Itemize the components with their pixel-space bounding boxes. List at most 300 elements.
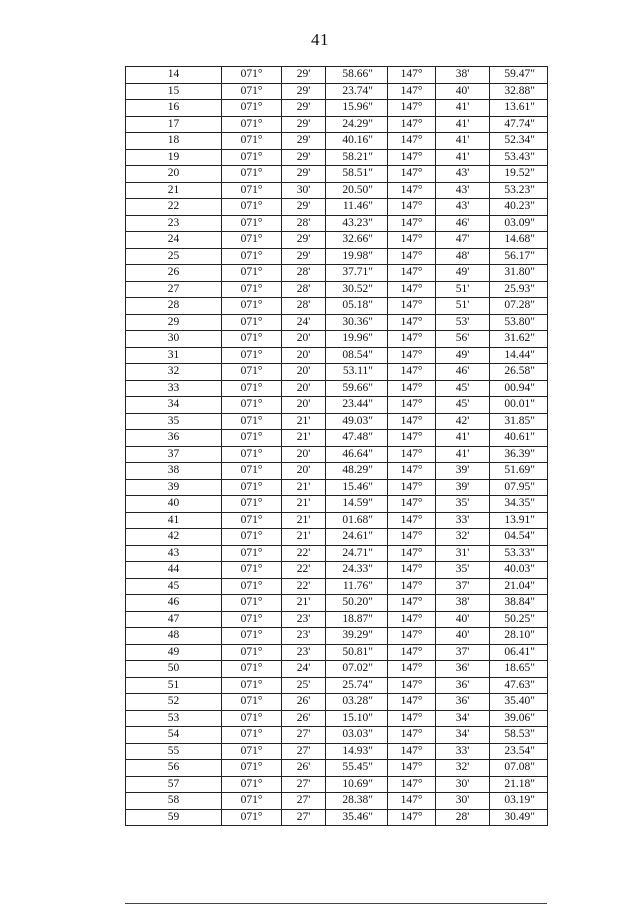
degrees-cell: 071° [222,116,282,133]
seconds-cell: 52.34" [490,133,548,150]
degrees-cell: 147° [388,793,436,810]
degrees-cell: 147° [388,529,436,546]
minutes-cell: 28' [282,265,326,282]
degrees-cell: 071° [222,430,282,447]
degrees-cell: 147° [388,628,436,645]
seconds-cell: 19.52" [490,166,548,183]
minutes-cell: 22' [282,545,326,562]
degrees-cell: 147° [388,595,436,612]
minutes-cell: 31' [436,545,490,562]
seconds-cell: 25.74" [326,677,388,694]
seconds-cell: 00.01" [490,397,548,414]
degrees-cell: 147° [388,496,436,513]
seconds-cell: 32.88" [490,83,548,100]
degrees-cell: 147° [388,347,436,364]
table-row [126,479,548,496]
seconds-cell: 53.11" [326,364,388,381]
degrees-cell: 071° [222,479,282,496]
seconds-cell: 47.48" [326,430,388,447]
point-number-cell: 47 [126,611,222,628]
seconds-cell: 50.25" [490,611,548,628]
minutes-cell: 41' [436,149,490,166]
table-row [126,677,548,694]
degrees-cell: 147° [388,710,436,727]
point-number-cell: 35 [126,413,222,430]
seconds-cell: 23.44" [326,397,388,414]
seconds-cell: 01.68" [326,512,388,529]
minutes-cell: 29' [282,100,326,117]
minutes-cell: 20' [282,380,326,397]
seconds-cell: 31.62" [490,331,548,348]
minutes-cell: 20' [282,397,326,414]
seconds-cell: 50.81" [326,644,388,661]
minutes-cell: 33' [436,743,490,760]
table-row [126,248,548,265]
point-number-cell: 26 [126,265,222,282]
point-number-cell: 24 [126,232,222,249]
seconds-cell: 30.36" [326,314,388,331]
degrees-cell: 147° [388,364,436,381]
minutes-cell: 29' [282,166,326,183]
table-row [126,166,548,183]
point-number-cell: 19 [126,149,222,166]
minutes-cell: 49' [436,265,490,282]
degrees-cell: 071° [222,793,282,810]
seconds-cell: 06.41" [490,644,548,661]
minutes-cell: 35' [436,562,490,579]
degrees-cell: 147° [388,661,436,678]
table-row [126,397,548,414]
degrees-cell: 071° [222,661,282,678]
minutes-cell: 29' [282,83,326,100]
seconds-cell: 24.33" [326,562,388,579]
minutes-cell: 42' [436,413,490,430]
seconds-cell: 23.54" [490,743,548,760]
degrees-cell: 147° [388,298,436,315]
degrees-cell: 071° [222,463,282,480]
degrees-cell: 147° [388,232,436,249]
coordinates-table-body [126,67,548,826]
point-number-cell: 42 [126,529,222,546]
seconds-cell: 40.03" [490,562,548,579]
seconds-cell: 53.80" [490,314,548,331]
seconds-cell: 04.54" [490,529,548,546]
minutes-cell: 27' [282,809,326,826]
degrees-cell: 071° [222,512,282,529]
seconds-cell: 53.43" [490,149,548,166]
table-row [126,793,548,810]
degrees-cell: 071° [222,595,282,612]
seconds-cell: 55.45" [326,760,388,777]
seconds-cell: 47.63" [490,677,548,694]
minutes-cell: 47' [436,232,490,249]
minutes-cell: 28' [282,215,326,232]
minutes-cell: 53' [436,314,490,331]
minutes-cell: 20' [282,364,326,381]
point-number-cell: 37 [126,446,222,463]
point-number-cell: 15 [126,83,222,100]
table-row [126,760,548,777]
seconds-cell: 34.35" [490,496,548,513]
degrees-cell: 147° [388,83,436,100]
minutes-cell: 36' [436,694,490,711]
seconds-cell: 11.46" [326,199,388,216]
degrees-cell: 071° [222,314,282,331]
seconds-cell: 08.54" [326,347,388,364]
seconds-cell: 19.96" [326,331,388,348]
degrees-cell: 071° [222,248,282,265]
degrees-cell: 147° [388,430,436,447]
seconds-cell: 59.47" [490,67,548,84]
degrees-cell: 071° [222,496,282,513]
table-row [126,694,548,711]
seconds-cell: 03.28" [326,694,388,711]
seconds-cell: 15.10" [326,710,388,727]
seconds-cell: 03.09" [490,215,548,232]
minutes-cell: 23' [282,611,326,628]
point-number-cell: 44 [126,562,222,579]
seconds-cell: 03.19" [490,793,548,810]
point-number-cell: 23 [126,215,222,232]
degrees-cell: 147° [388,380,436,397]
degrees-cell: 071° [222,809,282,826]
minutes-cell: 38' [436,595,490,612]
degrees-cell: 071° [222,776,282,793]
degrees-cell: 147° [388,166,436,183]
minutes-cell: 48' [436,248,490,265]
minutes-cell: 21' [282,512,326,529]
minutes-cell: 40' [436,628,490,645]
minutes-cell: 34' [436,727,490,744]
seconds-cell: 24.29" [326,116,388,133]
degrees-cell: 147° [388,644,436,661]
page-number: 41 [311,30,329,49]
coordinates-table [125,66,548,826]
minutes-cell: 28' [282,281,326,298]
minutes-cell: 51' [436,298,490,315]
minutes-cell: 25' [282,677,326,694]
minutes-cell: 27' [282,793,326,810]
minutes-cell: 26' [282,694,326,711]
seconds-cell: 14.44" [490,347,548,364]
point-number-cell: 36 [126,430,222,447]
table-row [126,463,548,480]
minutes-cell: 32' [436,529,490,546]
point-number-cell: 25 [126,248,222,265]
table-row [126,809,548,826]
degrees-cell: 147° [388,479,436,496]
seconds-cell: 38.84" [490,595,548,612]
table-row [126,67,548,84]
degrees-cell: 147° [388,743,436,760]
minutes-cell: 20' [282,446,326,463]
point-number-cell: 58 [126,793,222,810]
degrees-cell: 071° [222,133,282,150]
degrees-cell: 147° [388,116,436,133]
degrees-cell: 071° [222,644,282,661]
degrees-cell: 071° [222,149,282,166]
table-row [126,776,548,793]
seconds-cell: 07.28" [490,298,548,315]
degrees-cell: 071° [222,215,282,232]
minutes-cell: 24' [282,314,326,331]
table-row [126,182,548,199]
seconds-cell: 19.98" [326,248,388,265]
degrees-cell: 071° [222,100,282,117]
seconds-cell: 31.85" [490,413,548,430]
seconds-cell: 39.29" [326,628,388,645]
seconds-cell: 58.53" [490,727,548,744]
table-row [126,199,548,216]
seconds-cell: 32.66" [326,232,388,249]
minutes-cell: 41' [436,100,490,117]
seconds-cell: 40.23" [490,199,548,216]
minutes-cell: 29' [282,232,326,249]
degrees-cell: 071° [222,710,282,727]
minutes-cell: 26' [282,710,326,727]
seconds-cell: 15.96" [326,100,388,117]
seconds-cell: 13.61" [490,100,548,117]
seconds-cell: 35.46" [326,809,388,826]
table-row [126,529,548,546]
degrees-cell: 071° [222,67,282,84]
minutes-cell: 27' [282,743,326,760]
table-row [126,446,548,463]
table-row [126,595,548,612]
minutes-cell: 36' [436,661,490,678]
minutes-cell: 43' [436,166,490,183]
seconds-cell: 28.38" [326,793,388,810]
minutes-cell: 43' [436,182,490,199]
point-number-cell: 16 [126,100,222,117]
seconds-cell: 58.21" [326,149,388,166]
seconds-cell: 18.65" [490,661,548,678]
minutes-cell: 27' [282,776,326,793]
minutes-cell: 22' [282,578,326,595]
minutes-cell: 20' [282,347,326,364]
table-row [126,331,548,348]
minutes-cell: 41' [436,430,490,447]
point-number-cell: 55 [126,743,222,760]
degrees-cell: 071° [222,743,282,760]
degrees-cell: 071° [222,232,282,249]
minutes-cell: 21' [282,529,326,546]
point-number-cell: 20 [126,166,222,183]
minutes-cell: 29' [282,116,326,133]
point-number-cell: 57 [126,776,222,793]
seconds-cell: 18.87" [326,611,388,628]
minutes-cell: 46' [436,215,490,232]
degrees-cell: 071° [222,281,282,298]
table-row [126,512,548,529]
table-row [126,661,548,678]
seconds-cell: 23.74" [326,83,388,100]
seconds-cell: 53.23" [490,182,548,199]
degrees-cell: 071° [222,694,282,711]
seconds-cell: 58.66" [326,67,388,84]
point-number-cell: 29 [126,314,222,331]
seconds-cell: 24.71" [326,545,388,562]
minutes-cell: 38' [436,67,490,84]
point-number-cell: 43 [126,545,222,562]
point-number-cell: 28 [126,298,222,315]
minutes-cell: 35' [436,496,490,513]
point-number-cell: 53 [126,710,222,727]
degrees-cell: 071° [222,166,282,183]
point-number-cell: 41 [126,512,222,529]
seconds-cell: 43.23" [326,215,388,232]
seconds-cell: 48.29" [326,463,388,480]
degrees-cell: 147° [388,149,436,166]
degrees-cell: 147° [388,397,436,414]
degrees-cell: 147° [388,545,436,562]
minutes-cell: 45' [436,397,490,414]
table-row [126,281,548,298]
degrees-cell: 071° [222,347,282,364]
point-number-cell: 32 [126,364,222,381]
minutes-cell: 29' [282,248,326,265]
seconds-cell: 50.20" [326,595,388,612]
seconds-cell: 31.80" [490,265,548,282]
minutes-cell: 56' [436,331,490,348]
minutes-cell: 30' [436,793,490,810]
seconds-cell: 37.71" [326,265,388,282]
seconds-cell: 58.51" [326,166,388,183]
seconds-cell: 07.08" [490,760,548,777]
degrees-cell: 147° [388,776,436,793]
degrees-cell: 147° [388,314,436,331]
degrees-cell: 071° [222,562,282,579]
degrees-cell: 147° [388,182,436,199]
point-number-cell: 52 [126,694,222,711]
degrees-cell: 071° [222,545,282,562]
degrees-cell: 071° [222,83,282,100]
minutes-cell: 20' [282,331,326,348]
degrees-cell: 071° [222,446,282,463]
seconds-cell: 46.64" [326,446,388,463]
table-row [126,413,548,430]
degrees-cell: 147° [388,463,436,480]
minutes-cell: 27' [282,727,326,744]
point-number-cell: 45 [126,578,222,595]
point-number-cell: 59 [126,809,222,826]
seconds-cell: 13.91" [490,512,548,529]
point-number-cell: 14 [126,67,222,84]
seconds-cell: 21.04" [490,578,548,595]
point-number-cell: 30 [126,331,222,348]
minutes-cell: 20' [282,463,326,480]
minutes-cell: 21' [282,479,326,496]
minutes-cell: 49' [436,347,490,364]
degrees-cell: 147° [388,694,436,711]
point-number-cell: 18 [126,133,222,150]
minutes-cell: 29' [282,199,326,216]
seconds-cell: 05.18" [326,298,388,315]
point-number-cell: 27 [126,281,222,298]
degrees-cell: 071° [222,364,282,381]
minutes-cell: 21' [282,413,326,430]
minutes-cell: 36' [436,677,490,694]
minutes-cell: 29' [282,149,326,166]
minutes-cell: 39' [436,479,490,496]
seconds-cell: 25.93" [490,281,548,298]
minutes-cell: 51' [436,281,490,298]
table-row [126,116,548,133]
minutes-cell: 41' [436,116,490,133]
table-row [126,149,548,166]
minutes-cell: 21' [282,496,326,513]
table-row [126,545,548,562]
table-row [126,727,548,744]
degrees-cell: 071° [222,611,282,628]
minutes-cell: 23' [282,644,326,661]
degrees-cell: 071° [222,199,282,216]
minutes-cell: 23' [282,628,326,645]
seconds-cell: 21.18" [490,776,548,793]
seconds-cell: 11.76" [326,578,388,595]
minutes-cell: 41' [436,133,490,150]
degrees-cell: 147° [388,446,436,463]
table-row [126,100,548,117]
minutes-cell: 21' [282,595,326,612]
point-number-cell: 33 [126,380,222,397]
point-number-cell: 40 [126,496,222,513]
degrees-cell: 147° [388,413,436,430]
table-row [126,232,548,249]
degrees-cell: 147° [388,199,436,216]
degrees-cell: 147° [388,578,436,595]
seconds-cell: 30.52" [326,281,388,298]
table-row [126,743,548,760]
degrees-cell: 147° [388,727,436,744]
point-number-cell: 21 [126,182,222,199]
degrees-cell: 071° [222,380,282,397]
seconds-cell: 20.50" [326,182,388,199]
seconds-cell: 40.16" [326,133,388,150]
seconds-cell: 07.95" [490,479,548,496]
minutes-cell: 43' [436,199,490,216]
seconds-cell: 28.10" [490,628,548,645]
minutes-cell: 32' [436,760,490,777]
minutes-cell: 30' [282,182,326,199]
minutes-cell: 30' [436,776,490,793]
minutes-cell: 29' [282,133,326,150]
table-row [126,265,548,282]
seconds-cell: 03.03" [326,727,388,744]
degrees-cell: 147° [388,265,436,282]
minutes-cell: 46' [436,364,490,381]
degrees-cell: 147° [388,133,436,150]
degrees-cell: 147° [388,677,436,694]
minutes-cell: 37' [436,644,490,661]
minutes-cell: 26' [282,760,326,777]
table-row [126,347,548,364]
degrees-cell: 147° [388,611,436,628]
degrees-cell: 147° [388,248,436,265]
minutes-cell: 33' [436,512,490,529]
seconds-cell: 56.17" [490,248,548,265]
seconds-cell: 36.39" [490,446,548,463]
degrees-cell: 071° [222,298,282,315]
minutes-cell: 22' [282,562,326,579]
minutes-cell: 40' [436,611,490,628]
minutes-cell: 41' [436,446,490,463]
seconds-cell: 39.06" [490,710,548,727]
degrees-cell: 071° [222,265,282,282]
minutes-cell: 37' [436,578,490,595]
table-row [126,628,548,645]
point-number-cell: 31 [126,347,222,364]
